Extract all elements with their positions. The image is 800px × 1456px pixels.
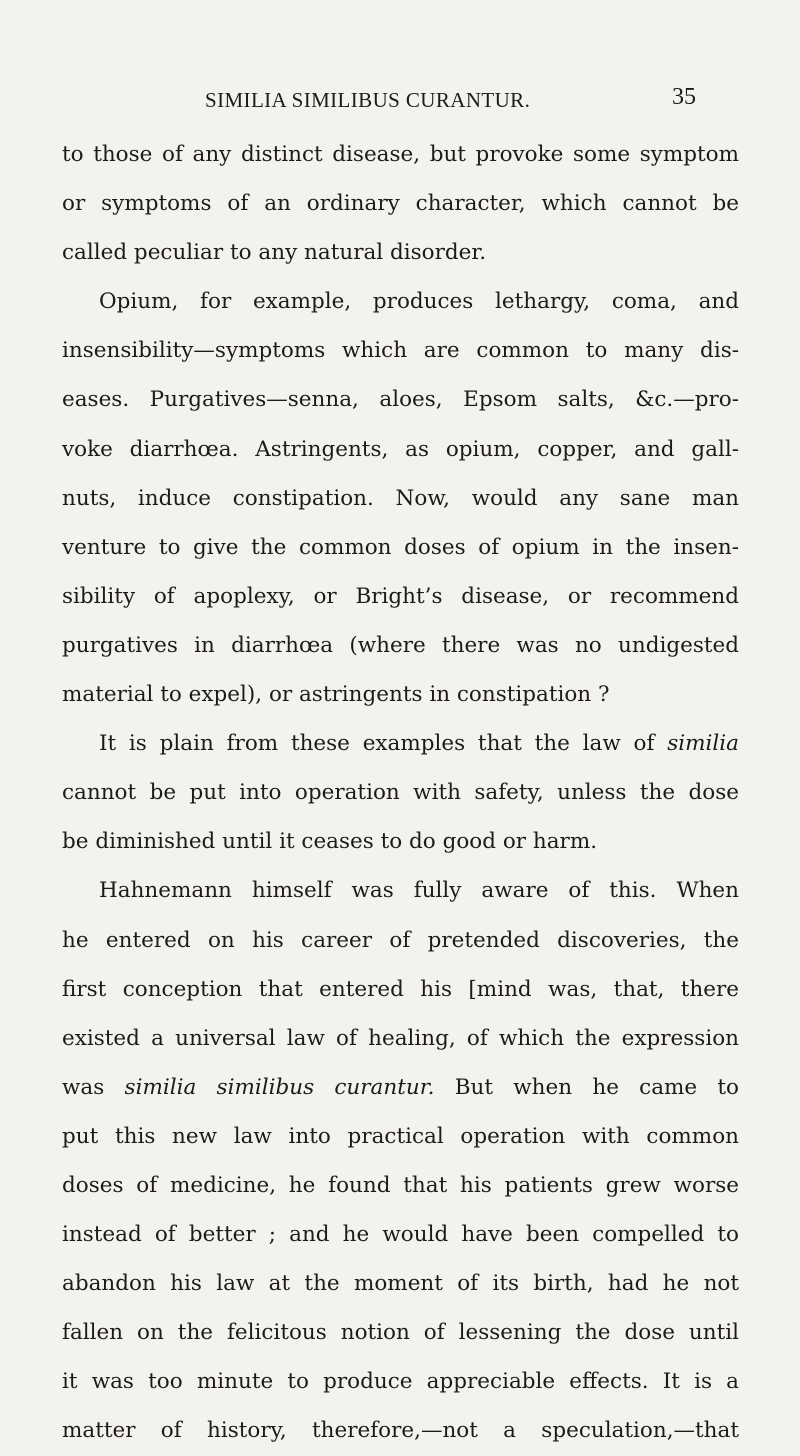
text-line: Hahnemann himself was fully aware of this. When <box>99 878 739 904</box>
text-line: abandon his law at the moment of its birth, had he not <box>62 1271 739 1297</box>
text-line: it was too minute to produce appreciable effects. It is a <box>62 1369 739 1395</box>
body-text <box>62 130 739 1456</box>
running-head: SIMILIA SIMILIBUS CURANTUR. <box>205 88 531 112</box>
text-line: cannot be put into operation with safety, unless the dose <box>62 780 739 806</box>
text-line: voke diarrhœa. Astringents, as opium, copper, and gall- <box>62 436 739 462</box>
text-line: venture to give the common doses of opium in the insen- <box>62 534 739 560</box>
text-line: sibility of apoplexy, or Bright’s disease, or recommend <box>62 583 739 609</box>
text-line: doses of medicine, he found that his patients grew worse <box>62 1172 739 1198</box>
text-line: existed a universal law of healing, of which the expression <box>62 1025 739 1051</box>
page-number: 35 <box>672 84 696 110</box>
text-line: to those of any distinct disease, but provoke some symptom <box>62 142 739 167</box>
text-span: But when he came to <box>434 1074 740 1100</box>
text-span: It is plain from these examples that the law of <box>99 731 668 757</box>
text-line: purgatives in diarrhœa (where there was no undigested <box>62 632 739 658</box>
text-line: put this new law into practical operation with common <box>62 1123 739 1149</box>
text-line: insensibility—symptoms which are common to many dis- <box>62 338 739 364</box>
text-line: be diminished until it ceases to do good or harm. <box>62 829 598 855</box>
text-line: first conception that entered his [mind was, that, there <box>62 976 739 1002</box>
italic-term: similia similibus curantur. <box>124 1074 435 1100</box>
text-line <box>62 719 739 768</box>
text-line: material to expel), or astringents in constipation ? <box>62 682 610 708</box>
text-line: matter of history, therefore,—not a speculation,—that <box>62 1418 739 1444</box>
text-span: was <box>62 1074 125 1100</box>
italic-term: similia <box>667 731 739 757</box>
text-line: called peculiar to any natural disorder. <box>62 240 487 266</box>
text-line: instead of better ; and he would have been compelled to <box>62 1222 739 1248</box>
text-line: nuts, induce constipation. Now, would any sane man <box>62 485 739 511</box>
text-line <box>62 1063 739 1112</box>
text-line: or symptoms of an ordinary character, which cannot be <box>62 191 739 217</box>
text-line: Opium, for example, produces lethargy, coma, and <box>99 289 739 315</box>
text-line: eases. Purgatives—senna, aloes, Epsom salts, &c.—pro- <box>62 387 739 413</box>
text-line: fallen on the felicitous notion of lessening the dose until <box>62 1320 739 1346</box>
text-line: he entered on his career of pretended discoveries, the <box>62 927 739 953</box>
